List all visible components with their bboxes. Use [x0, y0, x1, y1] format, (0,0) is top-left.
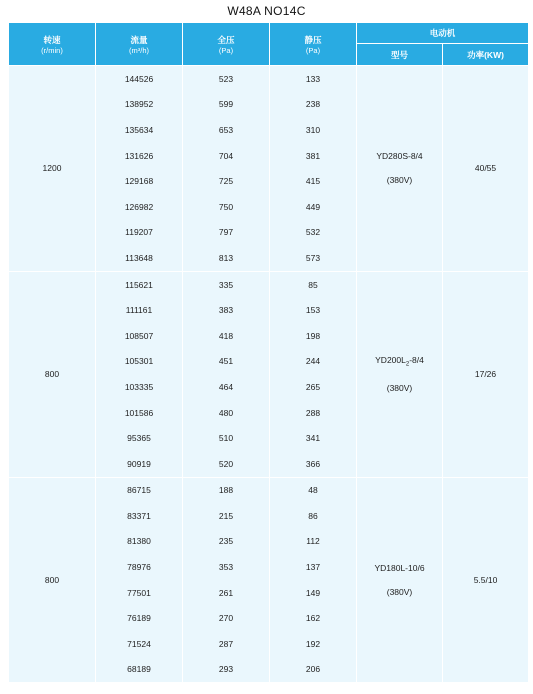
total-pressure-cell: 464 [183, 374, 270, 400]
header-static-pressure-label: 静压 [304, 34, 322, 45]
motor-model-subscript: 2 [405, 361, 410, 368]
header-power: 功率(KW) [443, 44, 529, 66]
static-pressure-cell: 137 [270, 554, 357, 580]
fan-performance-table [8, 22, 529, 682]
flow-cell: 77501 [96, 580, 183, 606]
header-flow-label: 流量 [130, 34, 148, 45]
static-pressure-cell: 288 [270, 400, 357, 426]
motor-model-cell [357, 477, 443, 682]
static-pressure-cell: 244 [270, 349, 357, 375]
motor-model-suffix: -8/4 [409, 354, 424, 365]
static-pressure-cell: 265 [270, 374, 357, 400]
static-pressure-cell: 162 [270, 605, 357, 631]
motor-model-name: YD180L-10/6 [374, 562, 425, 573]
flow-cell: 138952 [96, 92, 183, 118]
flow-cell: 126982 [96, 194, 183, 220]
header-speed-label: 转速 [43, 34, 61, 45]
total-pressure-cell: 480 [183, 400, 270, 426]
header-flow [96, 23, 183, 66]
motor-voltage: (380V) [386, 383, 413, 394]
total-pressure-cell: 335 [183, 271, 270, 297]
static-pressure-cell: 415 [270, 168, 357, 194]
static-pressure-cell: 133 [270, 66, 357, 92]
flow-cell: 68189 [96, 657, 183, 683]
header-speed-unit: (r/min) [41, 45, 63, 55]
flow-cell: 108507 [96, 323, 183, 349]
static-pressure-cell: 192 [270, 631, 357, 657]
motor-voltage: (380V) [386, 175, 413, 186]
flow-cell: 90919 [96, 451, 183, 477]
header-model: 型号 [357, 44, 443, 66]
motor-model [357, 348, 442, 377]
flow-cell: 103335 [96, 374, 183, 400]
flow-cell: 83371 [96, 503, 183, 529]
total-pressure-cell: 451 [183, 349, 270, 375]
motor-model-name: YD200L [375, 354, 406, 365]
header-speed [9, 23, 96, 66]
total-pressure-cell: 599 [183, 92, 270, 118]
flow-cell: 113648 [96, 245, 183, 271]
header-static-pressure-unit: (Pa) [305, 45, 321, 55]
total-pressure-cell: 520 [183, 451, 270, 477]
table-row [9, 66, 529, 92]
flow-cell: 86715 [96, 477, 183, 503]
static-pressure-cell: 341 [270, 425, 357, 451]
total-pressure-cell: 813 [183, 245, 270, 271]
total-pressure-cell: 510 [183, 425, 270, 451]
flow-cell: 81380 [96, 529, 183, 555]
motor-voltage: (380V) [386, 586, 413, 597]
power-cell: 5.5/10 [443, 477, 529, 682]
header-total-pressure-label: 全压 [217, 34, 235, 45]
total-pressure-cell: 523 [183, 66, 270, 92]
total-pressure-cell: 653 [183, 117, 270, 143]
flow-cell: 115621 [96, 271, 183, 297]
motor-model [357, 144, 442, 168]
static-pressure-cell: 310 [270, 117, 357, 143]
total-pressure-cell: 235 [183, 529, 270, 555]
static-pressure-cell: 112 [270, 529, 357, 555]
flow-cell: 105301 [96, 349, 183, 375]
total-pressure-cell: 293 [183, 657, 270, 683]
static-pressure-cell: 153 [270, 297, 357, 323]
flow-cell: 129168 [96, 168, 183, 194]
speed-cell: 1200 [9, 66, 96, 272]
static-pressure-cell: 449 [270, 194, 357, 220]
motor-model-cell [357, 66, 443, 272]
flow-cell: 71524 [96, 631, 183, 657]
power-cell: 17/26 [443, 271, 529, 477]
static-pressure-cell: 149 [270, 580, 357, 606]
speed-cell: 800 [9, 477, 96, 682]
static-pressure-cell: 573 [270, 245, 357, 271]
header-motor: 电动机 [357, 23, 529, 44]
static-pressure-cell: 206 [270, 657, 357, 683]
table-row [9, 271, 529, 297]
static-pressure-cell: 85 [270, 271, 357, 297]
flow-cell: 131626 [96, 143, 183, 169]
table-title: W48A NO14C [227, 4, 306, 18]
header-total-pressure [183, 23, 270, 66]
total-pressure-cell: 704 [183, 143, 270, 169]
static-pressure-cell: 48 [270, 477, 357, 503]
total-pressure-cell: 383 [183, 297, 270, 323]
total-pressure-cell: 750 [183, 194, 270, 220]
total-pressure-cell: 353 [183, 554, 270, 580]
speed-cell: 800 [9, 271, 96, 477]
flow-cell: 101586 [96, 400, 183, 426]
flow-cell: 111161 [96, 297, 183, 323]
power-cell: 40/55 [443, 66, 529, 272]
flow-cell: 135634 [96, 117, 183, 143]
total-pressure-cell: 418 [183, 323, 270, 349]
total-pressure-cell: 270 [183, 605, 270, 631]
header-flow-unit: (m³/h) [129, 45, 149, 55]
total-pressure-cell: 261 [183, 580, 270, 606]
static-pressure-cell: 86 [270, 503, 357, 529]
table-body [9, 66, 529, 683]
table-row [9, 477, 529, 503]
static-pressure-cell: 532 [270, 220, 357, 246]
motor-model [357, 556, 442, 580]
motor-model-cell [357, 271, 443, 477]
total-pressure-cell: 725 [183, 168, 270, 194]
total-pressure-cell: 188 [183, 477, 270, 503]
static-pressure-cell: 198 [270, 323, 357, 349]
header-static-pressure [270, 23, 357, 66]
static-pressure-cell: 238 [270, 92, 357, 118]
total-pressure-cell: 215 [183, 503, 270, 529]
flow-cell: 78976 [96, 554, 183, 580]
total-pressure-cell: 797 [183, 220, 270, 246]
static-pressure-cell: 381 [270, 143, 357, 169]
flow-cell: 119207 [96, 220, 183, 246]
motor-model-name: YD280S-8/4 [376, 151, 423, 162]
header-total-pressure-unit: (Pa) [218, 45, 234, 55]
static-pressure-cell: 366 [270, 451, 357, 477]
flow-cell: 144526 [96, 66, 183, 92]
total-pressure-cell: 287 [183, 631, 270, 657]
flow-cell: 76189 [96, 605, 183, 631]
flow-cell: 95365 [96, 425, 183, 451]
